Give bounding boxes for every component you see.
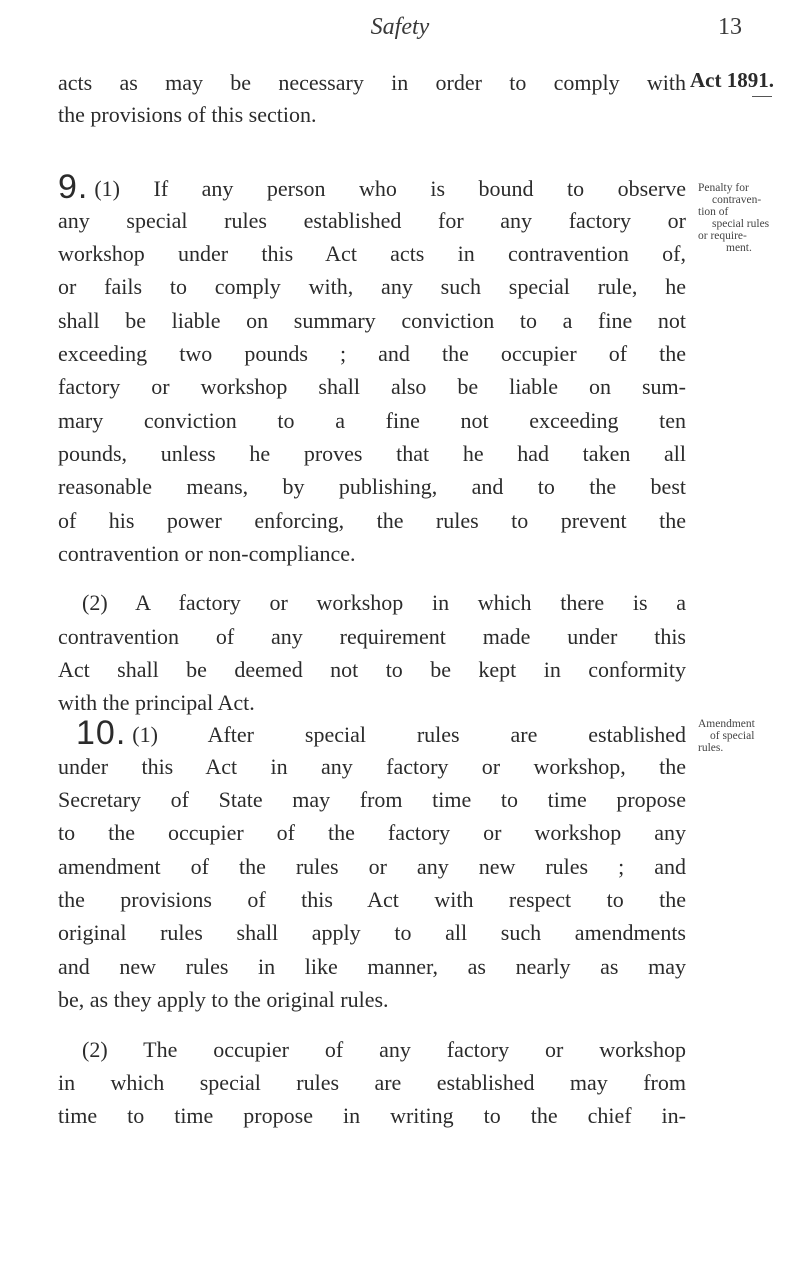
- text-line: pounds, unless he proves that he had taken all: [58, 441, 686, 466]
- page-header: [0, 14, 800, 44]
- text-line: Secretary of State may from time to time propose: [58, 787, 686, 812]
- margin-note-line: contraven-: [712, 194, 762, 206]
- text-line: contravention or non-compliance.: [58, 541, 356, 566]
- text-line: factory or workshop shall also be liable on sum-: [58, 374, 686, 399]
- section-10-first-line: [58, 714, 686, 752]
- text-line: (1) After special rules are established: [132, 722, 686, 747]
- margin-note-line: rules.: [698, 742, 724, 754]
- text-line: with the principal Act.: [58, 690, 255, 715]
- text-line: workshop under this Act acts in contravention of,: [58, 241, 686, 266]
- margin-note-line: Penalty for: [698, 182, 749, 194]
- text-line: be, as they apply to the original rules.: [58, 987, 389, 1012]
- text-line: reasonable means, by publishing, and to the best: [58, 474, 686, 499]
- text-line: (2) The occupier of any factory or workshop: [82, 1037, 686, 1062]
- running-title: Safety: [370, 14, 430, 40]
- text-line: Act shall be deemed not to be kept in conformity: [58, 657, 686, 682]
- text-line: contravention of any requirement made under this: [58, 624, 686, 649]
- text-line: any special rules established for any factory or: [58, 208, 686, 233]
- text-line: shall be liable on summary conviction to a fine not: [58, 308, 686, 333]
- text-line: original rules shall apply to all such amendments: [58, 920, 686, 945]
- text-line: the provisions of this section.: [58, 102, 317, 127]
- text-line: acts as may be necessary in order to comply with: [58, 70, 686, 95]
- margin-note-line: or require-: [698, 230, 747, 242]
- text-line: amendment of the rules or any new rules ; and: [58, 854, 686, 879]
- margin-note-penalty: [698, 182, 798, 254]
- margin-note-line: Amendment: [698, 718, 755, 730]
- margin-note-line: tion of: [698, 206, 729, 218]
- text-line: (2) A factory or workshop in which there is a: [82, 590, 686, 615]
- margin-note-line: special rules: [712, 218, 770, 230]
- page-number: 13: [718, 14, 742, 40]
- text-line: of his power enforcing, the rules to prevent the: [58, 508, 686, 533]
- section-9-first-line: [58, 168, 686, 206]
- section-number: 9.: [58, 168, 89, 206]
- margin-note-amendment: [698, 718, 798, 754]
- text-line: (1) If any person who is bound to observe: [94, 176, 686, 201]
- text-line: and new rules in like manner, as nearly as may: [58, 954, 686, 979]
- margin-note-line: of special: [710, 730, 755, 742]
- text-line: the provisions of this Act with respect to the: [58, 887, 686, 912]
- text-line: mary conviction to a fine not exceeding ten: [58, 408, 686, 433]
- text-line: in which special rules are established may from: [58, 1070, 686, 1095]
- text-line: to the occupier of the factory or workshop any: [58, 820, 686, 845]
- text-line: or fails to comply with, any such special rule, he: [58, 274, 686, 299]
- margin-note-line: ment.: [726, 242, 752, 254]
- margin-act-underline: [752, 96, 772, 97]
- text-line: time to time propose in writing to the chief in-: [58, 1103, 686, 1128]
- section-number: 10.: [76, 714, 127, 752]
- text-line: exceeding two pounds ; and the occupier of the: [58, 341, 686, 366]
- margin-act-reference: Act 1891.: [690, 68, 774, 92]
- text-line: under this Act in any factory or workshop, the: [58, 754, 686, 779]
